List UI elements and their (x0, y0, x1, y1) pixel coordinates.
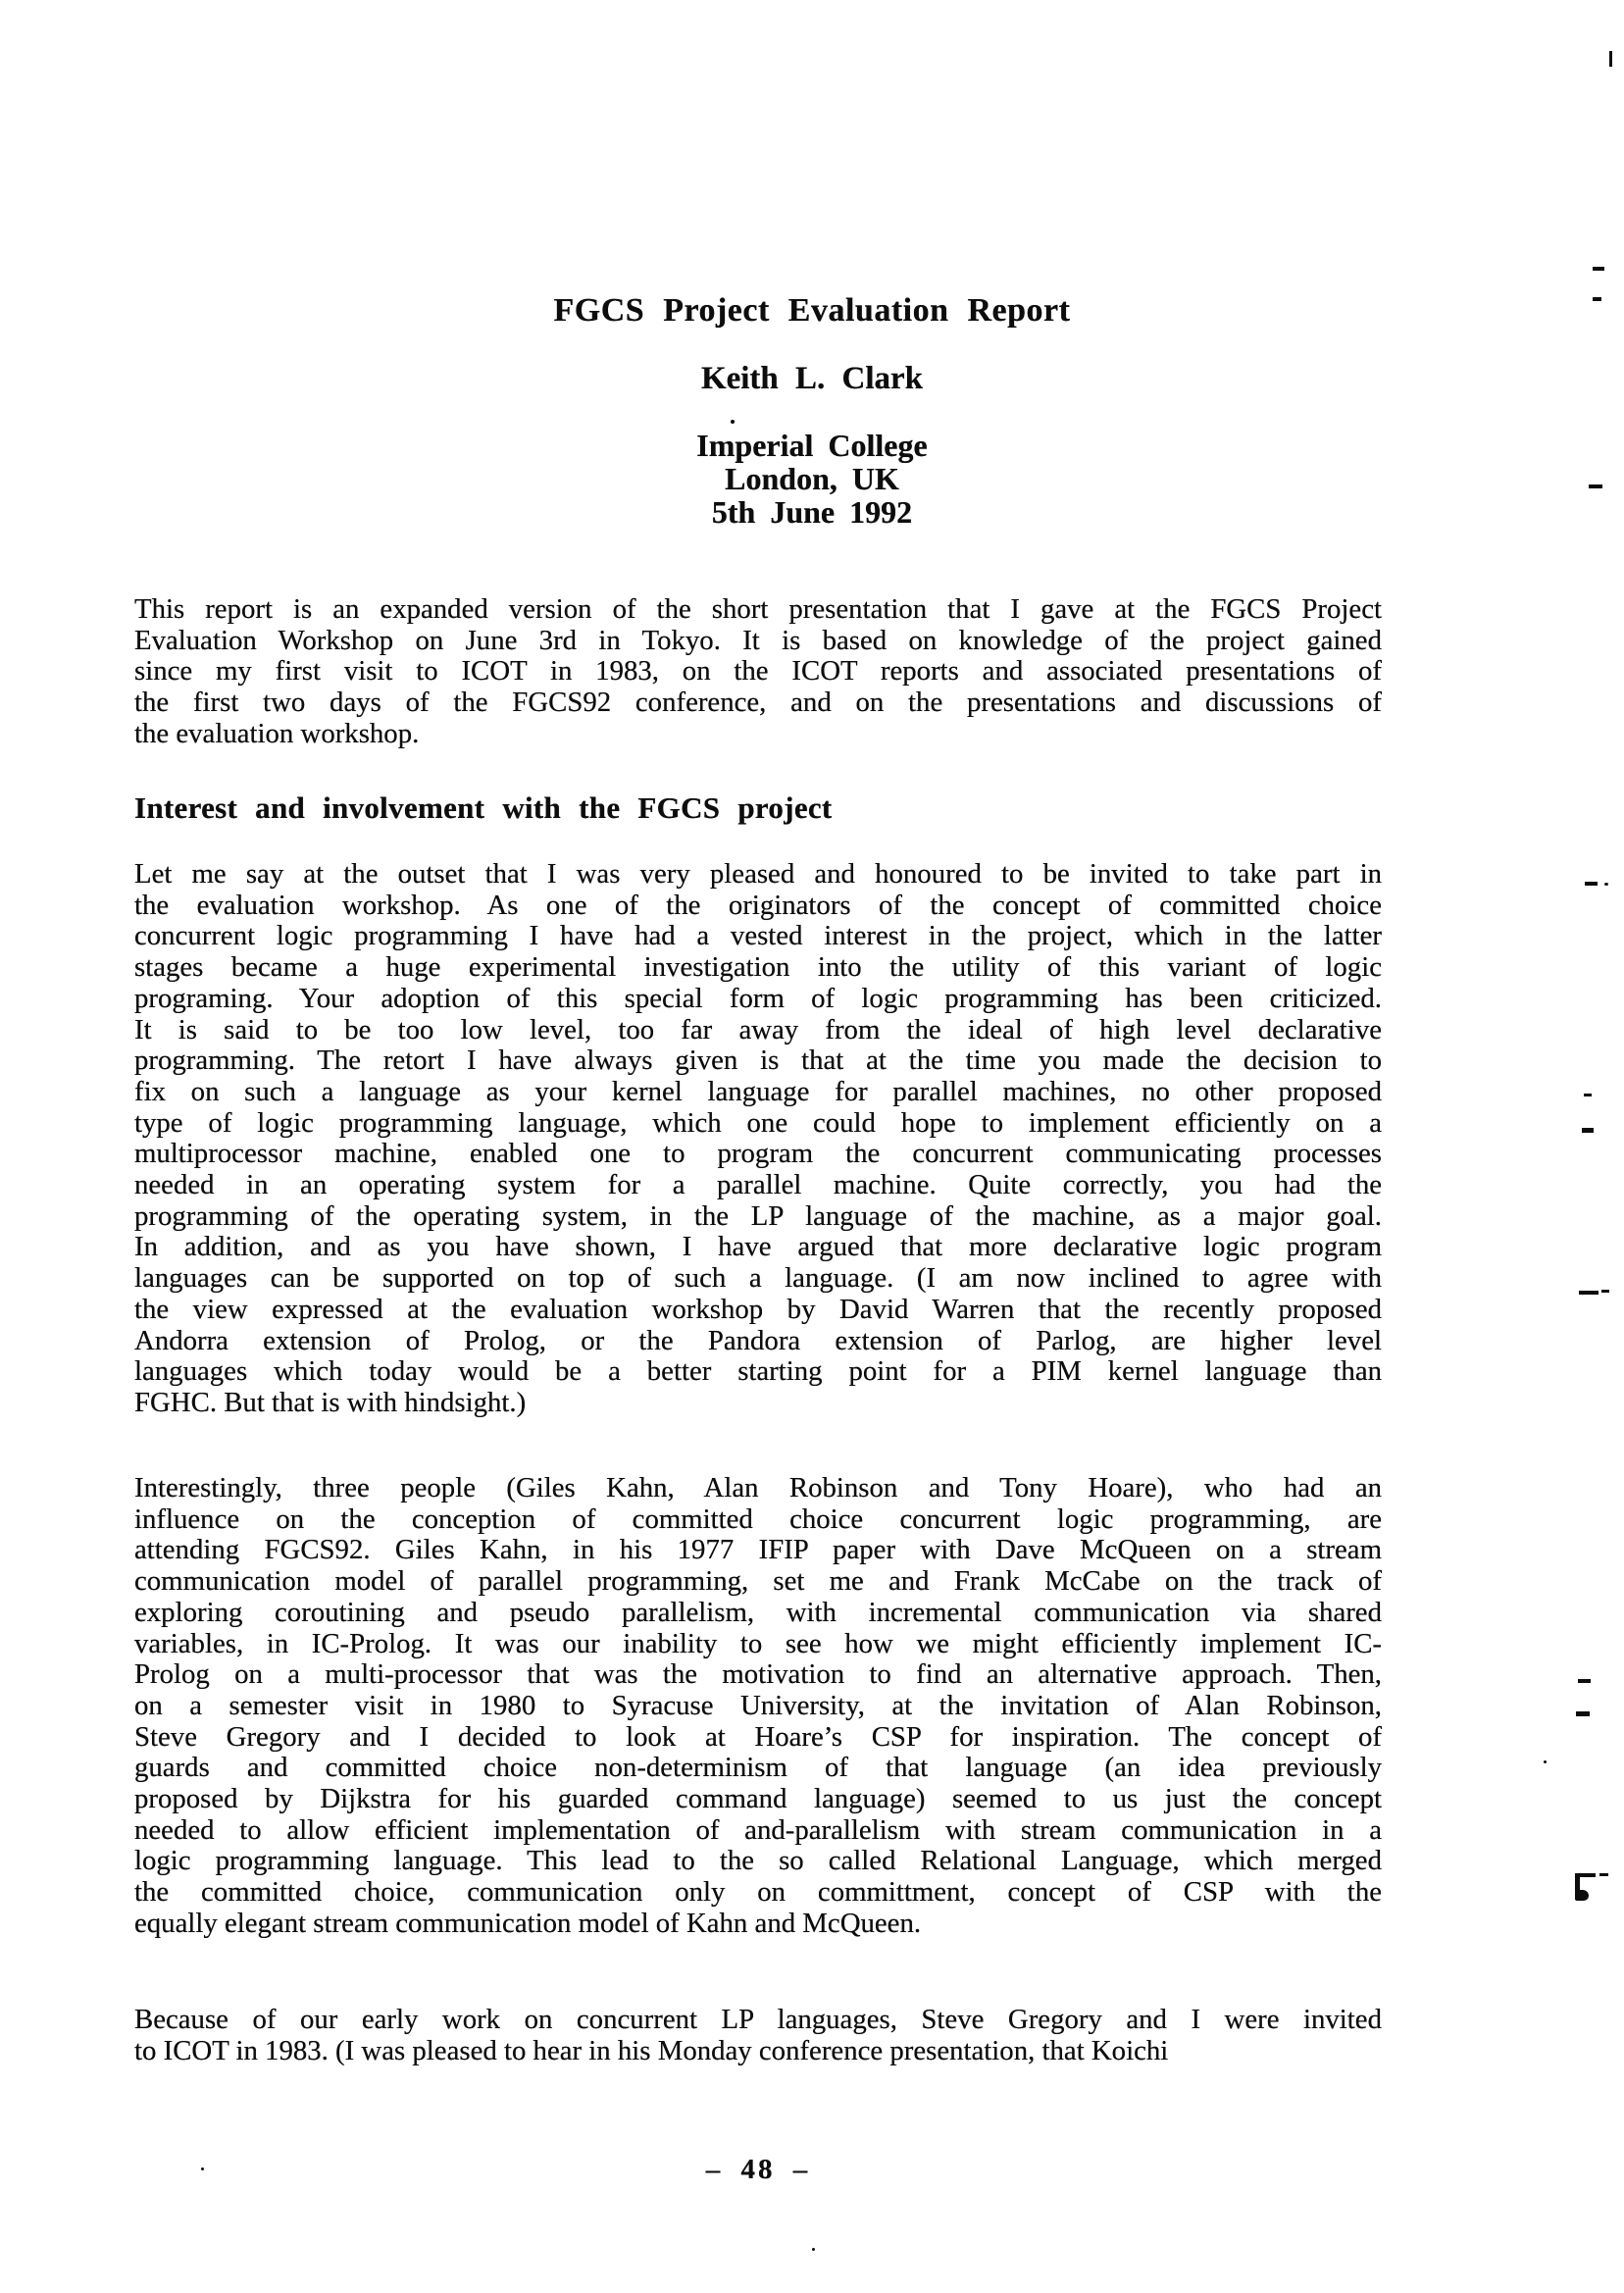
author-name: Keith L. Clark (700, 361, 924, 396)
text-line: to ICOT in 1983. (I was pleased to hear in his Monday conference presentation, that Koichi (134, 2034, 1169, 2066)
text-line: exploring coroutining and pseudo parallelism, with incremental communication via shared (134, 1596, 1382, 1628)
scan-mark-dash (1593, 267, 1604, 271)
scan-mark-dash (1585, 882, 1598, 886)
scan-mark-dash (1576, 1711, 1590, 1716)
page-number: – 48 – (705, 2154, 811, 2185)
text-line: since my first visit to ICOT in 1983, on the ICOT reports and associated presentations of (134, 655, 1382, 688)
text-line: needed in an operating system for a parallel machine. Quite correctly, you had the (134, 1169, 1382, 1201)
text-line: languages which today would be a better starting point for a PIM kernel language than (134, 1355, 1382, 1388)
text-line: equally elegant stream communication model of Kahn and McQueen. (134, 1907, 922, 1939)
text-line: Andorra extension of Prolog, or the Pandora extension of Parlog, are higher level (134, 1324, 1382, 1356)
affiliation-block (0, 429, 1624, 529)
scan-mark-dash (1593, 297, 1601, 301)
text-line: logic programming language. This lead to the so called Relational Language, which merged (134, 1845, 1382, 1877)
body-paragraph-2 (134, 1473, 1382, 1940)
text-line: variables, in IC-Prolog. It was our inability to see how we might efficiently implement IC- (134, 1627, 1382, 1659)
body-paragraph-1 (134, 859, 1382, 1419)
text-line: the evaluation workshop. As one of the originators of the concept of committed choice (134, 889, 1382, 921)
report-title: FGCS Project Evaluation Report (553, 292, 1071, 329)
text-line: the evaluation workshop. (134, 717, 420, 749)
text-line: type of logic programming language, which one could hope to implement efficiently on a (134, 1106, 1382, 1139)
text-line: programming of the operating system, in the LP language of the machine, as a major goal. (134, 1199, 1382, 1232)
text-line: Because of our early work on concurrent LP languages, Steve Gregory and I were invited (134, 2004, 1382, 2035)
text-line: on a semester visit in 1980 to Syracuse University, at the invitation of Alan Robinson, (134, 1689, 1382, 1721)
scan-mark-dot (731, 420, 735, 424)
scan-mark-dot (1604, 883, 1608, 886)
scan-mark-tick (1609, 51, 1612, 67)
section-heading: Interest and involvement with the FGCS project (134, 790, 833, 825)
scan-mark-dash (1589, 484, 1602, 488)
affiliation-city: London, UK (725, 461, 899, 496)
text-line: Steve Gregory and I decided to look at Hoare’s CSP for inspiration. The concept of (134, 1720, 1382, 1753)
text-line: the first two days of the FGCS92 conference, and on the presentations and discussions of (134, 687, 1382, 719)
affiliation-institution: Imperial College (696, 428, 928, 463)
text-line: stages became a huge experimental investigation into the utility of this variant of logic (134, 951, 1382, 984)
text-line: the view expressed at the evaluation workshop by David Warren that the recently proposed (134, 1293, 1382, 1325)
scan-mark-bracket-dash (1599, 1873, 1608, 1876)
text-line: Prolog on a multi-processor that was the motivation to find an alternative approach. Then, (134, 1658, 1382, 1691)
text-line: programing. Your adoption of this special form of logic programming has been criticized. (134, 982, 1382, 1014)
text-line: fix on such a language as your kernel language for parallel machines, no other proposed (134, 1075, 1382, 1107)
text-line: attending FGCS92. Giles Kahn, in his 1977 IFIP paper with Dave McQueen on a stream (134, 1534, 1382, 1566)
text-line: influence on the conception of committed choice concurrent logic programming, are (134, 1503, 1382, 1535)
text-line: concurrent logic programming I have had a vested interest in the project, which in the latter (134, 920, 1382, 952)
scan-mark-dot (812, 2248, 815, 2251)
scan-mark-dash (1601, 1290, 1609, 1293)
scan-mark-dash (1582, 1128, 1594, 1133)
text-line: the committed choice, communication only on committment, concept of CSP with the (134, 1876, 1382, 1909)
text-line: programming. The retort I have always given is that at the time you made the decision to (134, 1045, 1382, 1077)
intro-paragraph (134, 594, 1382, 750)
text-line: languages can be supported on top of such a language. (I am now inclined to agree with (134, 1262, 1382, 1295)
text-line: guards and committed choice non-determinism of that language (an idea previously (134, 1752, 1382, 1784)
scan-mark-dash (1579, 1291, 1599, 1295)
text-line: It is said to be too low level, too far away from the ideal of high level declarative (134, 1013, 1382, 1045)
scan-mark-dot (1544, 1760, 1547, 1763)
scan-mark-dash (1584, 1094, 1592, 1096)
text-line: Evaluation Workshop on June 3rd in Tokyo. It is based on knowledge of the project gained (134, 624, 1382, 656)
text-line: proposed by Dijkstra for his guarded command language) seemed to us just the concept (134, 1783, 1382, 1815)
scan-mark-bracket-blob (1575, 1890, 1589, 1901)
text-line: This report is an expanded version of the short presentation that I gave at the FGCS Project (134, 593, 1382, 625)
text-line: Let me say at the outset that I was very pleased and honoured to be invited to take part in (134, 858, 1382, 890)
text-line: communication model of parallel programming, set me and Frank McCabe on the track of (134, 1565, 1382, 1598)
text-line: FGHC. But that is with hindsight.) (134, 1386, 527, 1418)
scan-mark-dash (1578, 1679, 1591, 1683)
body-paragraph-3 (134, 2005, 1382, 2066)
text-line: Interestingly, three people (Giles Kahn, Alan Robinson and Tony Hoare), who had an (134, 1472, 1382, 1503)
report-date: 5th June 1992 (711, 494, 913, 530)
scan-mark-dot (201, 2167, 204, 2170)
text-line: In addition, and as you have shown, I have argued that more declarative logic program (134, 1231, 1382, 1263)
scan-mark-bracket-stem (1575, 1877, 1580, 1891)
text-line: needed to allow efficient implementation of and-parallelism with stream communication in a (134, 1813, 1382, 1846)
text-line: multiprocessor machine, enabled one to program the concurrent communicating processes (134, 1138, 1382, 1170)
